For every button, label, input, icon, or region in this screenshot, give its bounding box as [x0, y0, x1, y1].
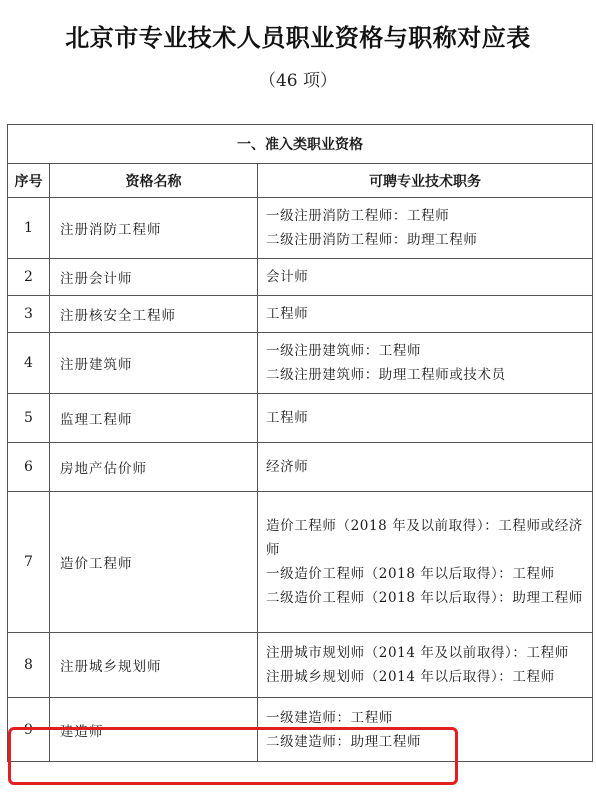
job-title-line: 经济师	[266, 459, 309, 475]
job-title-line: 二级建造师：助理工程师	[266, 733, 422, 750]
job-title-line: 一级建造师：工程师	[266, 709, 393, 726]
qualification-name: 造价工程师	[50, 492, 258, 633]
table-row	[8, 698, 593, 762]
row-number: 3	[8, 296, 50, 333]
qualification-name: 注册消防工程师	[50, 198, 258, 259]
row-number: 8	[8, 633, 50, 698]
header-job: 可聘专业技术职务	[258, 164, 593, 198]
job-title-cell	[258, 394, 593, 443]
table-row	[8, 443, 593, 492]
qualification-name: 房地产估价师	[50, 443, 258, 492]
header-no: 序号	[8, 164, 50, 198]
qualification-name: 注册城乡规划师	[50, 633, 258, 698]
job-title-line: 一级注册消防工程师：工程师	[266, 208, 450, 224]
job-title-cell	[258, 492, 593, 633]
job-title-line: 工程师	[266, 306, 309, 322]
job-title-line: 一级注册建筑师：工程师	[266, 343, 422, 359]
row-number: 4	[8, 333, 50, 394]
table-row	[8, 394, 593, 443]
job-title-line: 注册城乡规划师（2014 年以后取得）：工程师	[266, 669, 555, 685]
qualification-table	[7, 124, 593, 762]
row-number: 9	[8, 698, 50, 762]
job-title-cell	[258, 443, 593, 492]
section-heading: 一、准入类职业资格	[8, 125, 593, 164]
row-number: 5	[8, 394, 50, 443]
job-title-line: 注册城市规划师（2014 年及以前取得）：工程师	[266, 645, 569, 661]
table-row	[8, 259, 593, 296]
job-title-cell	[258, 296, 593, 333]
header-name: 资格名称	[50, 164, 258, 198]
document-title: 北京市专业技术人员职业资格与职称对应表	[65, 24, 531, 52]
job-title-line: 二级造价工程师（2018 年以后取得）：助理工程师	[266, 590, 583, 606]
job-title-cell	[258, 259, 593, 296]
table-row	[8, 492, 593, 633]
table-row	[8, 333, 593, 394]
job-title-line: 二级注册消防工程师：助理工程师	[266, 232, 478, 248]
row-number: 2	[8, 259, 50, 296]
job-title-line: 会计师	[266, 269, 309, 285]
qualification-name: 监理工程师	[50, 394, 258, 443]
table-row	[8, 198, 593, 259]
table-row	[8, 633, 593, 698]
qualification-name: 注册会计师	[50, 259, 258, 296]
row-number: 1	[8, 198, 50, 259]
table-row	[8, 296, 593, 333]
job-title-cell	[258, 198, 593, 259]
table-body	[8, 198, 593, 762]
job-title-line: 二级注册建筑师：助理工程师或技术员	[266, 367, 506, 383]
document-subtitle: （46 项）	[258, 71, 338, 91]
row-number: 6	[8, 443, 50, 492]
job-title-line: 造价工程师（2018 年及以前取得）：工程师或经济师	[266, 518, 583, 558]
row-number: 7	[8, 492, 50, 633]
qualification-name: 建造师	[50, 698, 258, 762]
job-title-line: 一级造价工程师（2018 年以后取得）：工程师	[266, 566, 555, 582]
job-title-cell	[258, 333, 593, 394]
job-title-cell	[258, 633, 593, 698]
job-title-cell	[258, 698, 593, 762]
job-title-line: 工程师	[266, 410, 309, 426]
qualification-name: 注册建筑师	[50, 333, 258, 394]
qualification-name: 注册核安全工程师	[50, 296, 258, 333]
